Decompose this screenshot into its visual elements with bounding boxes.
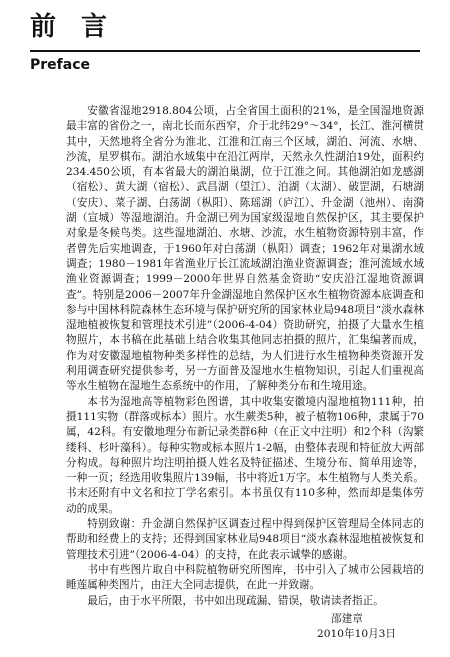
- paragraph-contents: 本书为湿地高等植物彩色图谱，其中收集安徽境内湿地植物111种，拍摄111实物（群落或标本）照片。水生蕨类5种，被子植物106种，隶属于70属，42科。有安徽地理分布新记录类群6种（在正文中注明）和2个科（沟繁缕科、杉叶藻科）。每种实物或标本照片1-2幅，由整体表现和特征放大两部分构成。每种照片均注明拍摄人姓名及特征描述、生境分布、简单用途等，一种一页；经选用收集照片139幅，书中将近1万字。本生植物与人类关系。书末还附有中文名和拉丁学名索引。本书虽仅有110多种，然而却是集体劳动的成果。: [66, 395, 424, 515]
- signature-date: 2010年10月3日: [317, 628, 396, 640]
- paragraph-thanks: 特别致谢：升金湖自然保护区调查过程中得到保护区管理局全体同志的帮助和经费上的支持；还得到国家林业局948项目“淡水森林湿地植被恢复和管理技术引进”（2006-4-04）的支持，在此表示诚挚的感谢。: [66, 518, 424, 561]
- author-name: 邵建章: [331, 613, 363, 625]
- paragraph-closing: 最后，由于水平所限，书中如出现疏漏、错误，敬请读者指正。: [87, 594, 384, 607]
- paragraph-intro: 安徽省湿地2918.804公顷，占全省国土面积的21%，是全国湿地资源最丰富的省份之一，南北长而东西窄，介于北纬29°～34°，长江、淮河横贯其中，天然地将全省分为淮北、江淮和江南三个区域，湖泊、河流、水塘、沙流，星罗棋布。湖泊水域集中在沿江两岸，天然永久性湖泊19处，面积约234.450公顷，有本省最大的湖泊巢湖，位于江淮之间。其他湖泊如龙感湖（宿松）、黄大湖（宿松）、武昌湖（望江）、泊湖（太湖）、破罡湖，石塘湖（安庆）、菜子湖、白荡湖（枞阳）、陈瑶湖（庐江）、升金湖（池州）、南漪湖（宣城）等湿地湖泊。升金湖已列为国家级湿地自然保护区，其主要保护对象是冬候鸟类。这些湿地湖泊、水塘、沙流，水生植物资源特别丰富，作者曾先后实地调查，于1960年对白荡湖（枞阳）调查；1962年对巢湖水域调查；1980－1981年省渔业厅长江流域湖泊渔业资源调查；淮河流域水域渔业资源调查；1999－2000年世界自然基金资助“安庆沿江湿地资源调查”。特别是2006－2007年升金湖湿地自然保护区水生植物资源本底调查和参与中国林科院森林生态环境与保护研究所的国家林业局948项目“淡水森林湿地植被恢复和管理技术引进”（2006-4-04）资助研究，拍摄了大量水生植物照片，本书稿在此基础上结合收集其他同志拍摄的照片，汇集编著而成，作为对安徽湿地植物种类多样性的总结，为人们进行水生植物种类资源开发利用调查研究提供参考，另一方面普及湿地水生植物知识，引起人们重视高等水生植物在湿地生态系统中的作用，了解种类分布和生境用途。: [66, 105, 424, 393]
- signature-block: [317, 612, 396, 642]
- preface-body: [66, 104, 424, 609]
- paragraph-image-credits: 书中有些图片取自中科院植物研究所图库，书中引入了城市公园栽培的睡莲属种类图片，由汪大全同志提供，在此一并致谢。: [66, 563, 424, 592]
- page-title: 前 言: [30, 12, 116, 42]
- title-divider: [30, 50, 420, 52]
- page-subtitle-english: Preface: [30, 57, 90, 73]
